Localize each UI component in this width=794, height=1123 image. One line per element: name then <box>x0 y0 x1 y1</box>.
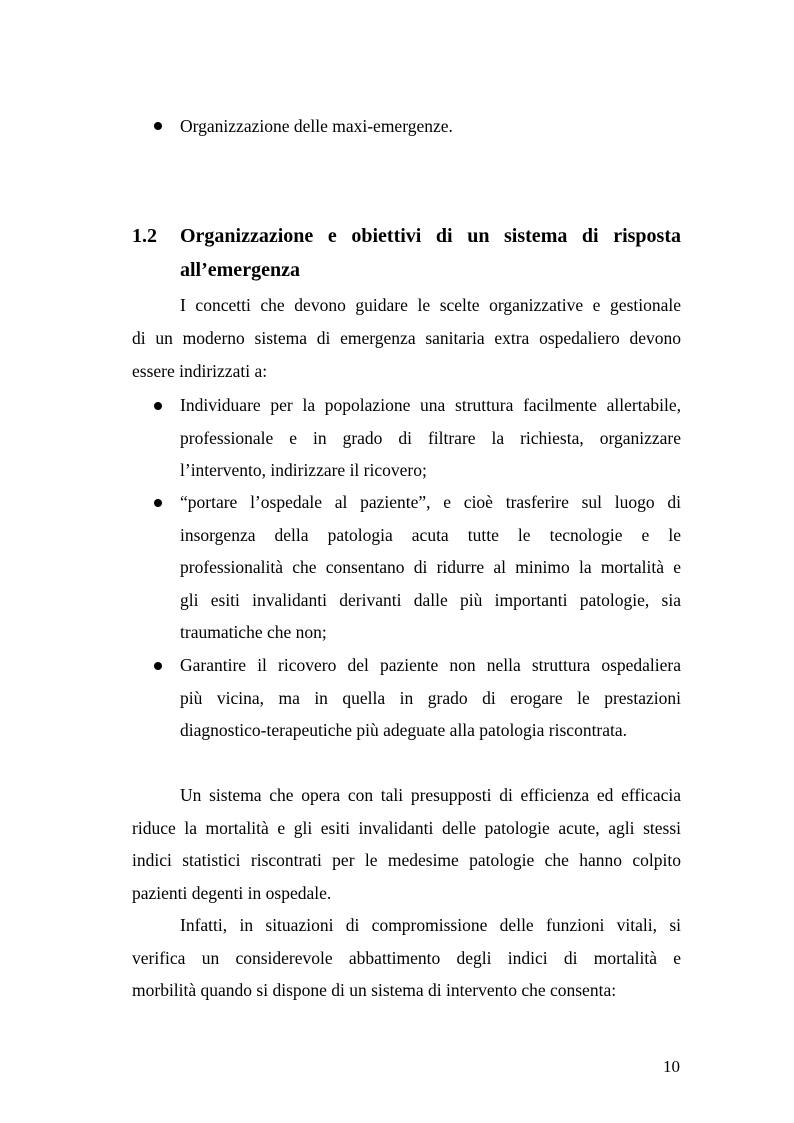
bullet3-line: Garantire il ricovero del paziente non nella struttura ospedaliera <box>180 655 681 675</box>
section-number: 1.2 <box>132 225 157 247</box>
para3-line: verifica un considerevole abbattimento degli indici di mortalità e <box>132 948 681 968</box>
para3-line: Infatti, in situazioni di compromissione delle funzioni vitali, si <box>180 915 681 935</box>
section-title-line2: all’emergenza <box>180 259 300 281</box>
top-bullet-text: Organizzazione delle maxi-emergenze. <box>180 116 453 136</box>
page-number: 10 <box>663 1057 680 1076</box>
para2-line: riduce la mortalità e gli esiti invalidanti delle patologie acute, agli stessi <box>132 818 681 838</box>
bullet1-line: Individuare per la popolazione una struttura facilmente allertabile, <box>180 395 681 415</box>
bullet1-line: l’intervento, indirizzare il ricovero; <box>180 460 427 480</box>
bullet2-line: insorgenza della patologia acuta tutte le tecnologie e le <box>180 525 681 545</box>
bullet2-line: gli esiti invalidanti derivanti dalle più importanti patologie, sia <box>180 590 681 610</box>
para1-line: di un moderno sistema di emergenza sanitaria extra ospedaliero devono <box>132 328 681 348</box>
para1-line: I concetti che devono guidare le scelte organizzative e gestionale <box>180 295 681 315</box>
bullet2-line: “portare l’ospedale al paziente”, e cioè trasferire sul luogo di <box>180 492 681 512</box>
bullet3-line: diagnostico-terapeutiche più adeguate alla patologia riscontrata. <box>180 720 628 740</box>
para2-line: Un sistema che opera con tali presupposti di efficienza ed efficacia <box>180 785 681 805</box>
bullet2-line: traumatiche che non; <box>180 622 327 642</box>
bullet-dot <box>154 122 162 130</box>
bullet-dot <box>154 662 162 670</box>
bullet-dot <box>154 499 162 507</box>
bullet-dot <box>154 402 162 410</box>
section-title-line1: Organizzazione e obiettivi di un sistema di risposta <box>180 225 681 247</box>
para3-line: morbilità quando si dispone di un sistema di intervento che consenta: <box>132 980 617 1000</box>
bullet3-line: più vicina, ma in quella in grado di erogare le prestazioni <box>180 688 681 708</box>
bullet2-line: professionalità che consentano di ridurre al minimo la mortalità e <box>180 557 681 577</box>
bullet1-line: professionale e in grado di filtrare la richiesta, organizzare <box>180 428 681 448</box>
para2-line: indici statistici riscontrati per le medesime patologie che hanno colpito <box>132 850 681 870</box>
para2-line: pazienti degenti in ospedale. <box>132 883 332 903</box>
para1-line: essere indirizzati a: <box>132 361 268 381</box>
